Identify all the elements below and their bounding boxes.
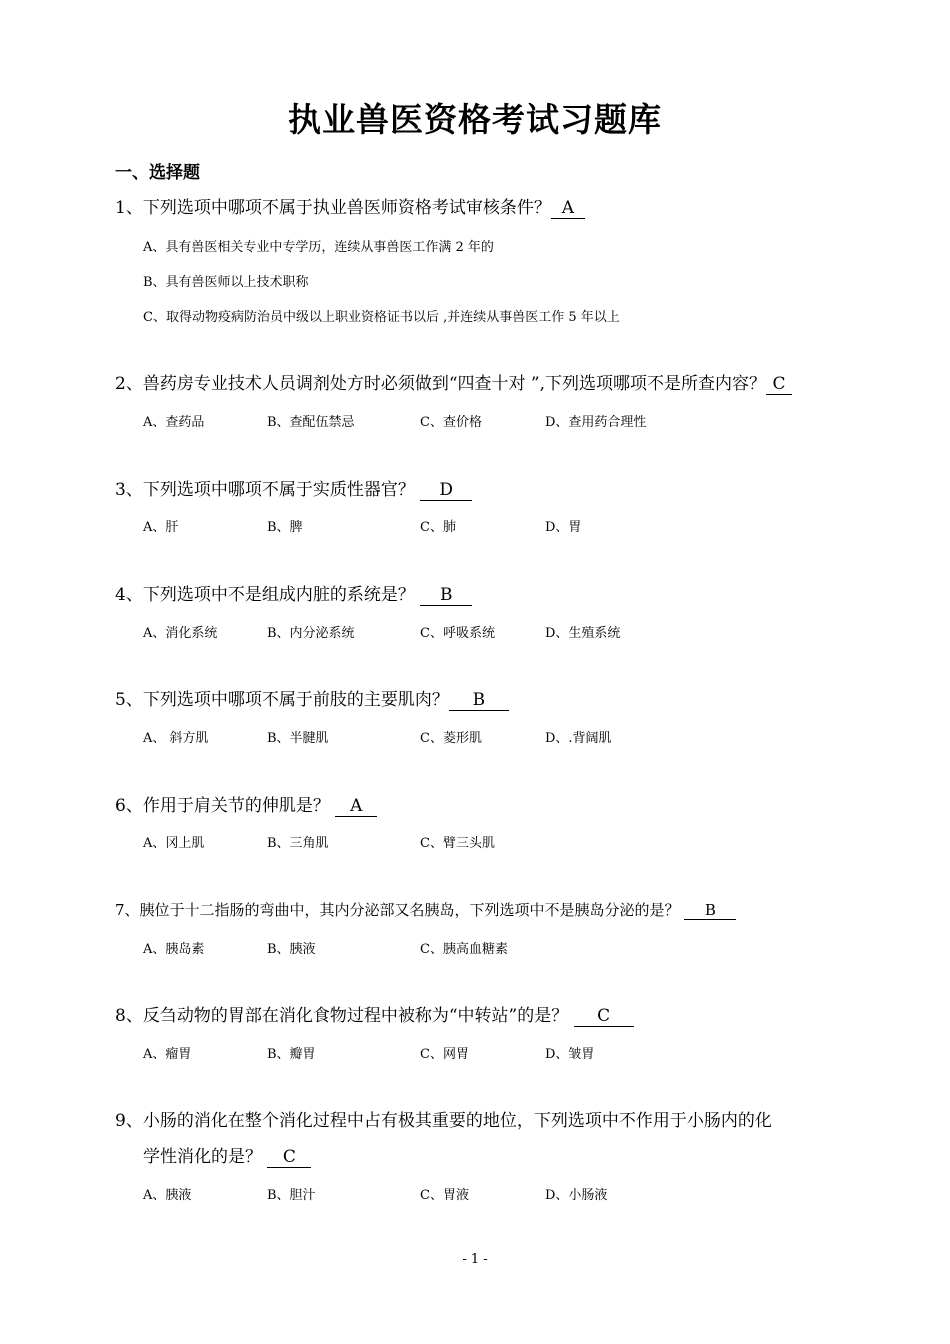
option: D、胃 xyxy=(545,520,582,535)
question-4 xyxy=(115,580,472,606)
option: D、查用药合理性 xyxy=(545,415,647,430)
question-9-continuation xyxy=(143,1142,311,1168)
question-text: 7、胰位于十二指肠的弯曲中，其内分泌部又名胰岛，下列选项中不是胰岛分泌的是？ xyxy=(115,901,685,919)
option: A、胰岛素 xyxy=(143,942,205,957)
option: B、脾 xyxy=(267,520,303,535)
question-6 xyxy=(115,791,377,817)
page-number: - 1 - xyxy=(462,1252,488,1267)
question-text: 4、下列选项中不是组成内脏的系统是？ xyxy=(115,585,421,605)
answer-blank: C xyxy=(267,1147,311,1168)
option: C、肺 xyxy=(420,520,456,535)
option: B、查配伍禁忌 xyxy=(267,415,355,430)
option: B、胰液 xyxy=(267,942,316,957)
question-text: 5、下列选项中哪项不属于前肢的主要肌肉？ xyxy=(115,690,449,710)
question-9 xyxy=(115,1106,772,1131)
option: A、 斜方肌 xyxy=(143,731,209,746)
question-8 xyxy=(115,1001,634,1027)
question-1 xyxy=(115,193,585,219)
option: A、肝 xyxy=(143,520,179,535)
option: C、胰高血糖素 xyxy=(420,942,508,957)
section-heading: 一、选择题 xyxy=(115,163,200,183)
question-text: 3、下列选项中哪项不属于实质性器官？ xyxy=(115,480,421,500)
question-text: 8、反刍动物的胃部在消化食物过程中被称为“中转站”的是？ xyxy=(115,1006,574,1026)
question-text: 6、作用于肩关节的伸肌是？ xyxy=(115,796,336,816)
page-title: 执业兽医资格考试习题库 xyxy=(288,100,662,139)
option: B、内分泌系统 xyxy=(267,626,355,641)
option: C、网胃 xyxy=(420,1047,469,1062)
answer-blank: B xyxy=(420,586,472,606)
option: B、瓣胃 xyxy=(267,1047,316,1062)
option-line: A、具有兽医相关专业中专学历，连续从事兽医工作满 2 年的 xyxy=(143,240,494,255)
question-5 xyxy=(115,685,509,711)
option: B、三角肌 xyxy=(267,836,329,851)
option: D、小肠液 xyxy=(545,1188,608,1203)
option: A、消化系统 xyxy=(143,626,218,641)
question-text: 2、兽药房专业技术人员调剂处方时必须做到“四查十对 ”,下列选项哪项不是所查内容？ xyxy=(115,374,767,394)
answer-blank: C xyxy=(766,375,792,395)
option: C、查价格 xyxy=(420,415,482,430)
question-2 xyxy=(115,369,792,395)
question-text: 9、小肠的消化在整个消化过程中占有极其重要的地位，下列选项中不作用于小肠内的化 xyxy=(115,1111,772,1131)
option: C、呼吸系统 xyxy=(420,626,495,641)
question-3 xyxy=(115,475,472,501)
option: C、菱形肌 xyxy=(420,731,482,746)
question-text: 1、下列选项中哪项不属于执业兽医师资格考试审核条件？ xyxy=(115,198,551,218)
option-line: C、取得动物疫病防治员中级以上职业资格证书以后 ,并连续从事兽医工作 5 年以上 xyxy=(143,310,620,325)
option-line: B、具有兽医师以上技术职称 xyxy=(143,275,309,290)
question-7 xyxy=(115,899,736,920)
option: D、.背阔肌 xyxy=(545,731,612,746)
answer-blank: A xyxy=(551,199,585,219)
answer-blank: A xyxy=(335,797,377,817)
option: D、生殖系统 xyxy=(545,626,621,641)
option: C、臂三头肌 xyxy=(420,836,495,851)
option: A、瘤胃 xyxy=(143,1047,192,1062)
option: A、查药品 xyxy=(143,415,205,430)
option: B、半腱肌 xyxy=(267,731,329,746)
answer-blank: D xyxy=(420,481,472,501)
answer-blank: B xyxy=(684,902,736,920)
option: A、冈上肌 xyxy=(143,836,205,851)
option: D、皱胃 xyxy=(545,1047,595,1062)
answer-blank: B xyxy=(449,691,509,711)
option: A、胰液 xyxy=(143,1188,192,1203)
option: C、胃液 xyxy=(420,1188,469,1203)
question-text: 学性消化的是？ xyxy=(143,1147,268,1167)
answer-blank: C xyxy=(574,1007,634,1027)
option: B、胆汁 xyxy=(267,1188,316,1203)
